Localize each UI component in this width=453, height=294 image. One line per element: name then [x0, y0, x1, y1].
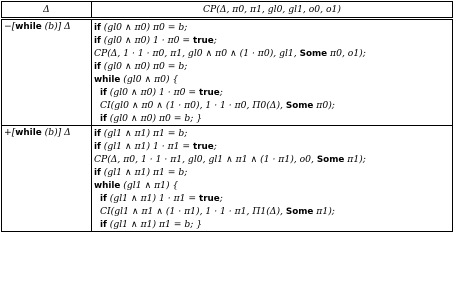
table-row-while-plus	[2, 126, 453, 232]
row-code-while-minus	[92, 19, 453, 126]
code-line: if (gl1 ∧ π1) 1 · π1 = true;	[94, 141, 217, 152]
table-header-row	[2, 2, 453, 19]
code-line: if (gl0 ∧ π0) 1 · π0 = true;	[94, 35, 217, 46]
code-line: if (gl1 ∧ π1) π1 = b;	[94, 167, 188, 178]
code-line: if (gl0 ∧ π0) π0 = b;	[94, 61, 188, 72]
code-line: if (gl1 ∧ π1) π1 = b; }	[100, 219, 203, 230]
header-cp: CP(Δ, π0, π1, gl0, gl1, o0, o1)	[92, 2, 453, 19]
code-line: while (gl0 ∧ π0) {	[94, 74, 179, 85]
rule-table	[1, 1, 453, 232]
code-line: if (gl0 ∧ π0) π0 = b; }	[100, 113, 203, 124]
code-line: if (gl1 ∧ π1) π1 = b;	[94, 128, 188, 139]
code-line: if (gl0 ∧ π0) 1 · π0 = true;	[100, 87, 223, 98]
code-line: CP(Δ, 1 · 1 · π0, π1, gl0 ∧ π0 ∧ (1 · π0), gl1, Some π0, o1);	[94, 48, 366, 59]
code-line: while (gl1 ∧ π1) {	[94, 180, 179, 191]
code-line: CI(gl0 ∧ π0 ∧ (1 · π0), 1 · 1 · π0, Π0(Δ), Some π0);	[100, 100, 335, 111]
code-line: if (gl0 ∧ π0) π0 = b;	[94, 22, 188, 33]
row-code-while-plus	[92, 126, 453, 232]
row-label-while-plus: +[while (b)] Δ	[2, 126, 92, 232]
code-line: CI(gl1 ∧ π1 ∧ (1 · π1), 1 · 1 · π1, Π1(Δ), Some π1);	[100, 206, 335, 217]
code-line: if (gl1 ∧ π1) 1 · π1 = true;	[100, 193, 223, 204]
header-delta: Δ	[2, 2, 92, 19]
row-label-while-minus: −[while (b)] Δ	[2, 19, 92, 126]
table-row-while-minus	[2, 19, 453, 126]
code-line: CP(Δ, π0, 1 · 1 · π1, gl0, gl1 ∧ π1 ∧ (1 · π1), o0, Some π1);	[94, 154, 366, 165]
